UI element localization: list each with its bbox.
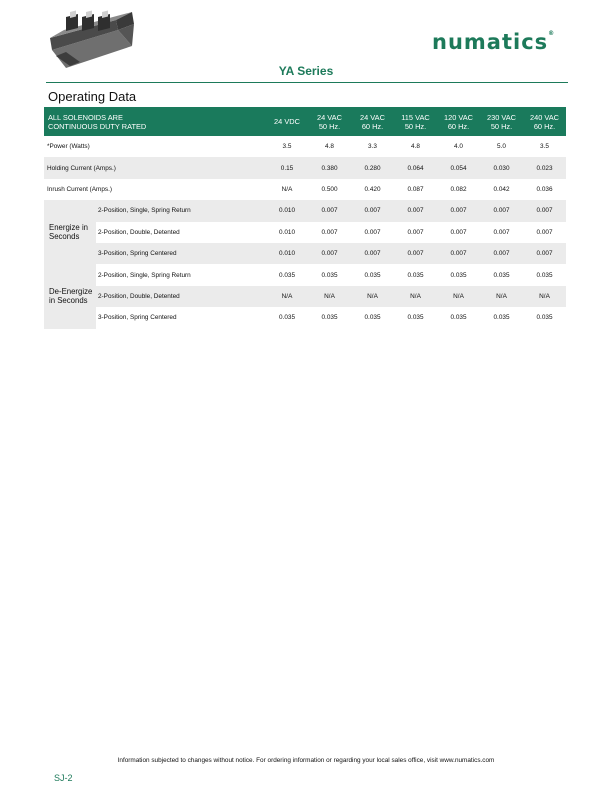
group-label (44, 264, 96, 328)
table-cell: 0.035 (321, 271, 338, 279)
table-cell: 0.280 (351, 157, 394, 178)
table-cell: 0.420 (364, 185, 381, 193)
table-row (44, 200, 566, 221)
table-cell: N/A (308, 286, 351, 307)
table-row (44, 157, 566, 178)
table-cell: 0.007 (351, 243, 394, 264)
table-cell: 0.007 (523, 243, 566, 264)
header-label (44, 107, 266, 136)
table-cell: 4.8 (325, 143, 334, 151)
row-label: 2-Position, Double, Detented (96, 286, 266, 307)
table-row (44, 307, 566, 328)
column-header-line1: 230 VAC (486, 112, 517, 122)
table-cell: 5.0 (497, 143, 506, 151)
column-header (266, 107, 308, 136)
table-cell: N/A (281, 185, 293, 193)
row-label: *Power (Watts) (47, 143, 90, 151)
group-label (44, 200, 96, 264)
column-header-line2: 50 Hz. (404, 121, 427, 131)
table-cell: N/A (523, 286, 566, 307)
table-cell: N/A (266, 286, 308, 307)
table-cell: 0.030 (480, 157, 523, 178)
footer-note: Information subjected to changes without notice. For ordering information or regarding your local sales office, visit www.numatics.com (117, 757, 495, 764)
table-cell: 0.010 (266, 243, 308, 264)
table-cell: 0.007 (407, 228, 424, 236)
table-cell: 0.007 (523, 200, 566, 221)
page-number: SJ-2 (54, 773, 73, 783)
row-label: 2-Position, Single, Spring Return (98, 271, 191, 279)
table-cell: 0.035 (279, 271, 295, 279)
table-cell: 0.007 (364, 228, 381, 236)
column-header (394, 107, 437, 136)
table-cell: 0.064 (394, 157, 437, 178)
row-label: Holding Current (Amps.) (44, 157, 266, 178)
group-label-line1: De-Energize (49, 287, 93, 297)
table-cell: 0.010 (279, 228, 295, 236)
table-cell: 0.035 (493, 314, 510, 322)
table-cell: 3.3 (368, 143, 377, 151)
brand-logo (432, 30, 554, 54)
row-label: 3-Position, Spring Centered (98, 314, 177, 322)
table-cell: 0.082 (450, 185, 467, 193)
table-cell: 0.035 (364, 314, 381, 322)
column-header-line2: 60 Hz. (533, 121, 556, 131)
column-header-line1: 24 VAC (317, 112, 342, 122)
table-cell: 0.007 (351, 200, 394, 221)
table-cell: 0.035 (536, 314, 553, 322)
table-cell: N/A (437, 286, 480, 307)
column-header (480, 107, 523, 136)
column-header-line1: 120 VAC (443, 112, 474, 122)
table-cell: 4.8 (411, 143, 420, 151)
column-header-line2: 60 Hz. (361, 121, 384, 131)
table-cell: 0.035 (407, 314, 424, 322)
table-header-row (44, 107, 566, 136)
table-row (44, 243, 566, 264)
header-divider (46, 82, 568, 83)
column-header-line1: 115 VAC (401, 112, 430, 122)
section-title: Operating Data (48, 89, 137, 104)
table-row (44, 286, 566, 307)
table-cell: 0.007 (493, 228, 510, 236)
table-cell: N/A (351, 286, 394, 307)
table-cell: 0.007 (321, 228, 338, 236)
operating-data-table (44, 107, 566, 329)
series-title: YA Series (278, 64, 334, 78)
column-header-line1: 240 VAC (529, 112, 560, 122)
table-cell: 0.036 (536, 185, 553, 193)
table-cell: 0.007 (480, 200, 523, 221)
table-cell: 3.5 (540, 143, 549, 151)
table-cell: 0.010 (266, 200, 308, 221)
table-cell: 0.035 (407, 271, 424, 279)
table-cell: 0.035 (321, 314, 338, 322)
table-cell: 0.035 (279, 314, 295, 322)
column-header-line2: 50 Hz. (318, 121, 341, 131)
table-cell: 0.15 (266, 157, 308, 178)
table-cell: 0.035 (450, 314, 467, 322)
column-header (351, 107, 394, 136)
column-header-line2: 60 Hz. (447, 121, 470, 131)
table-cell: 3.5 (282, 143, 292, 151)
registered-mark-icon: ® (548, 30, 555, 37)
table-cell: 0.035 (364, 271, 381, 279)
table-cell: 0.007 (437, 243, 480, 264)
table-cell: 0.007 (308, 243, 351, 264)
table-cell: 0.042 (493, 185, 510, 193)
row-label: 3-Position, Spring Centered (96, 243, 266, 264)
table-cell: 0.500 (321, 185, 338, 193)
table-cell: 0.035 (450, 271, 467, 279)
header-label-line1: ALL SOLENOIDS ARE (48, 112, 123, 122)
table-row (44, 136, 566, 157)
table-cell: 0.007 (394, 243, 437, 264)
table-cell: 0.007 (480, 243, 523, 264)
table-row (44, 264, 566, 285)
column-header (308, 107, 351, 136)
table-cell: 0.007 (308, 200, 351, 221)
table-cell: 0.035 (536, 271, 553, 279)
column-header (437, 107, 480, 136)
column-header (523, 107, 566, 136)
header-label-line2: CONTINUOUS DUTY RATED (48, 121, 147, 131)
table-cell: 0.054 (437, 157, 480, 178)
table-row (44, 179, 566, 200)
product-photo-icon (46, 10, 138, 70)
row-label: 2-Position, Double, Detented (98, 228, 180, 236)
column-header-line2: 50 Hz. (490, 121, 513, 131)
table-cell: 0.007 (394, 200, 437, 221)
table-cell: N/A (480, 286, 523, 307)
group-label-line2: in Seconds (49, 296, 88, 306)
table-cell: 0.380 (308, 157, 351, 178)
table-row (44, 222, 566, 243)
brand-name: numatics (432, 30, 549, 54)
group-label-line1: Energize in (49, 223, 89, 233)
row-label: 2-Position, Single, Spring Return (96, 200, 266, 221)
table-cell: 0.007 (450, 228, 467, 236)
table-cell: 0.007 (536, 228, 553, 236)
table-cell: 0.035 (493, 271, 510, 279)
column-header-line1: 24 VDC (274, 117, 300, 126)
table-cell: 0.087 (407, 185, 424, 193)
table-cell: N/A (394, 286, 437, 307)
table-cell: 4.0 (454, 143, 463, 151)
row-label: Inrush Current (Amps.) (47, 185, 112, 193)
column-header-line1: 24 VAC (360, 112, 385, 122)
table-cell: 0.007 (437, 200, 480, 221)
table-cell: 0.023 (523, 157, 566, 178)
group-label-line2: Seconds (49, 232, 80, 242)
